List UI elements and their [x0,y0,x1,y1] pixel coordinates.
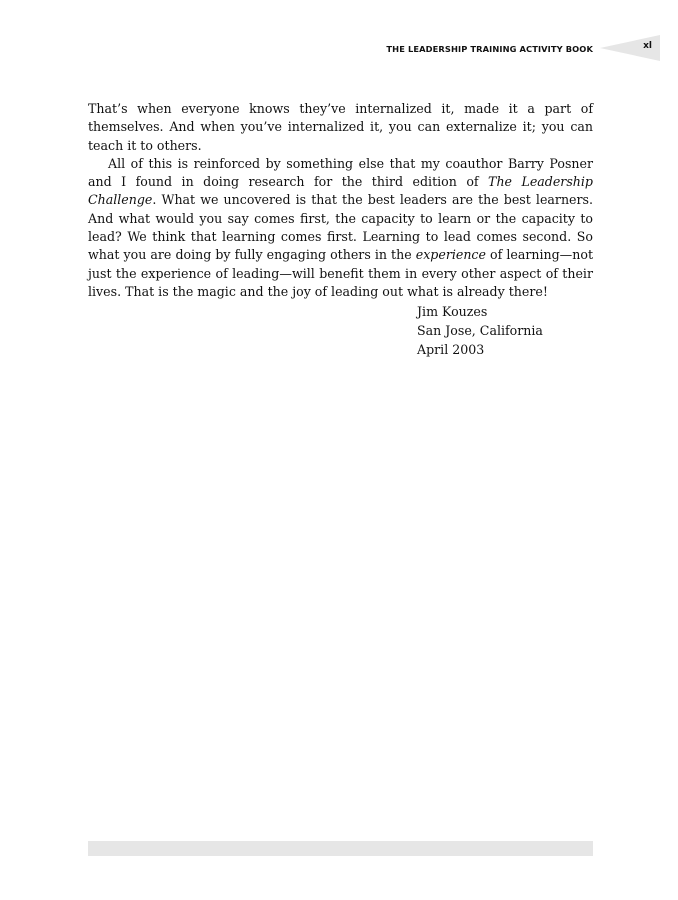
paragraph-2-text-b: . What we uncovered is that the best leaders are the best learners. And what would you say comes first, the capacity to learn or the capacity to lead? We think that learning comes first. Learning to lead comes second. So what you are doing by fully engaging others in the [88,192,593,263]
paragraph-1: That’s when everyone knows they’ve internalized it, made it a part of themselves. And when you’ve internalized it, you can externalize it; you can teach it to others. [88,101,593,153]
book-title: The Leadership Challenge [88,174,593,208]
signature-date: April 2003 [417,342,485,357]
paragraph-2-text-a: All of this is reinforced by something else that my coauthor Barry Posner and I found in doing research for the third edition of [88,155,593,190]
page-number: xl [643,41,652,51]
paragraph-2-text-c: of learning—not just the experience of leading—will benefit them in every other aspect of their lives. That is the magic and the joy of leading out what is already there! [88,247,594,299]
running-head-title: THE LEADERSHIP TRAINING ACTIVITY BOOK [386,44,593,54]
author-location: San Jose, California [417,323,543,338]
body-text [88,100,593,301]
paragraph-2 [88,155,593,301]
emphasis-experience: experience [415,247,486,263]
signature-block [417,302,543,359]
page-number-tab [600,35,660,61]
author-name: Jim Kouzes [417,304,488,319]
footer-bar [88,841,593,856]
